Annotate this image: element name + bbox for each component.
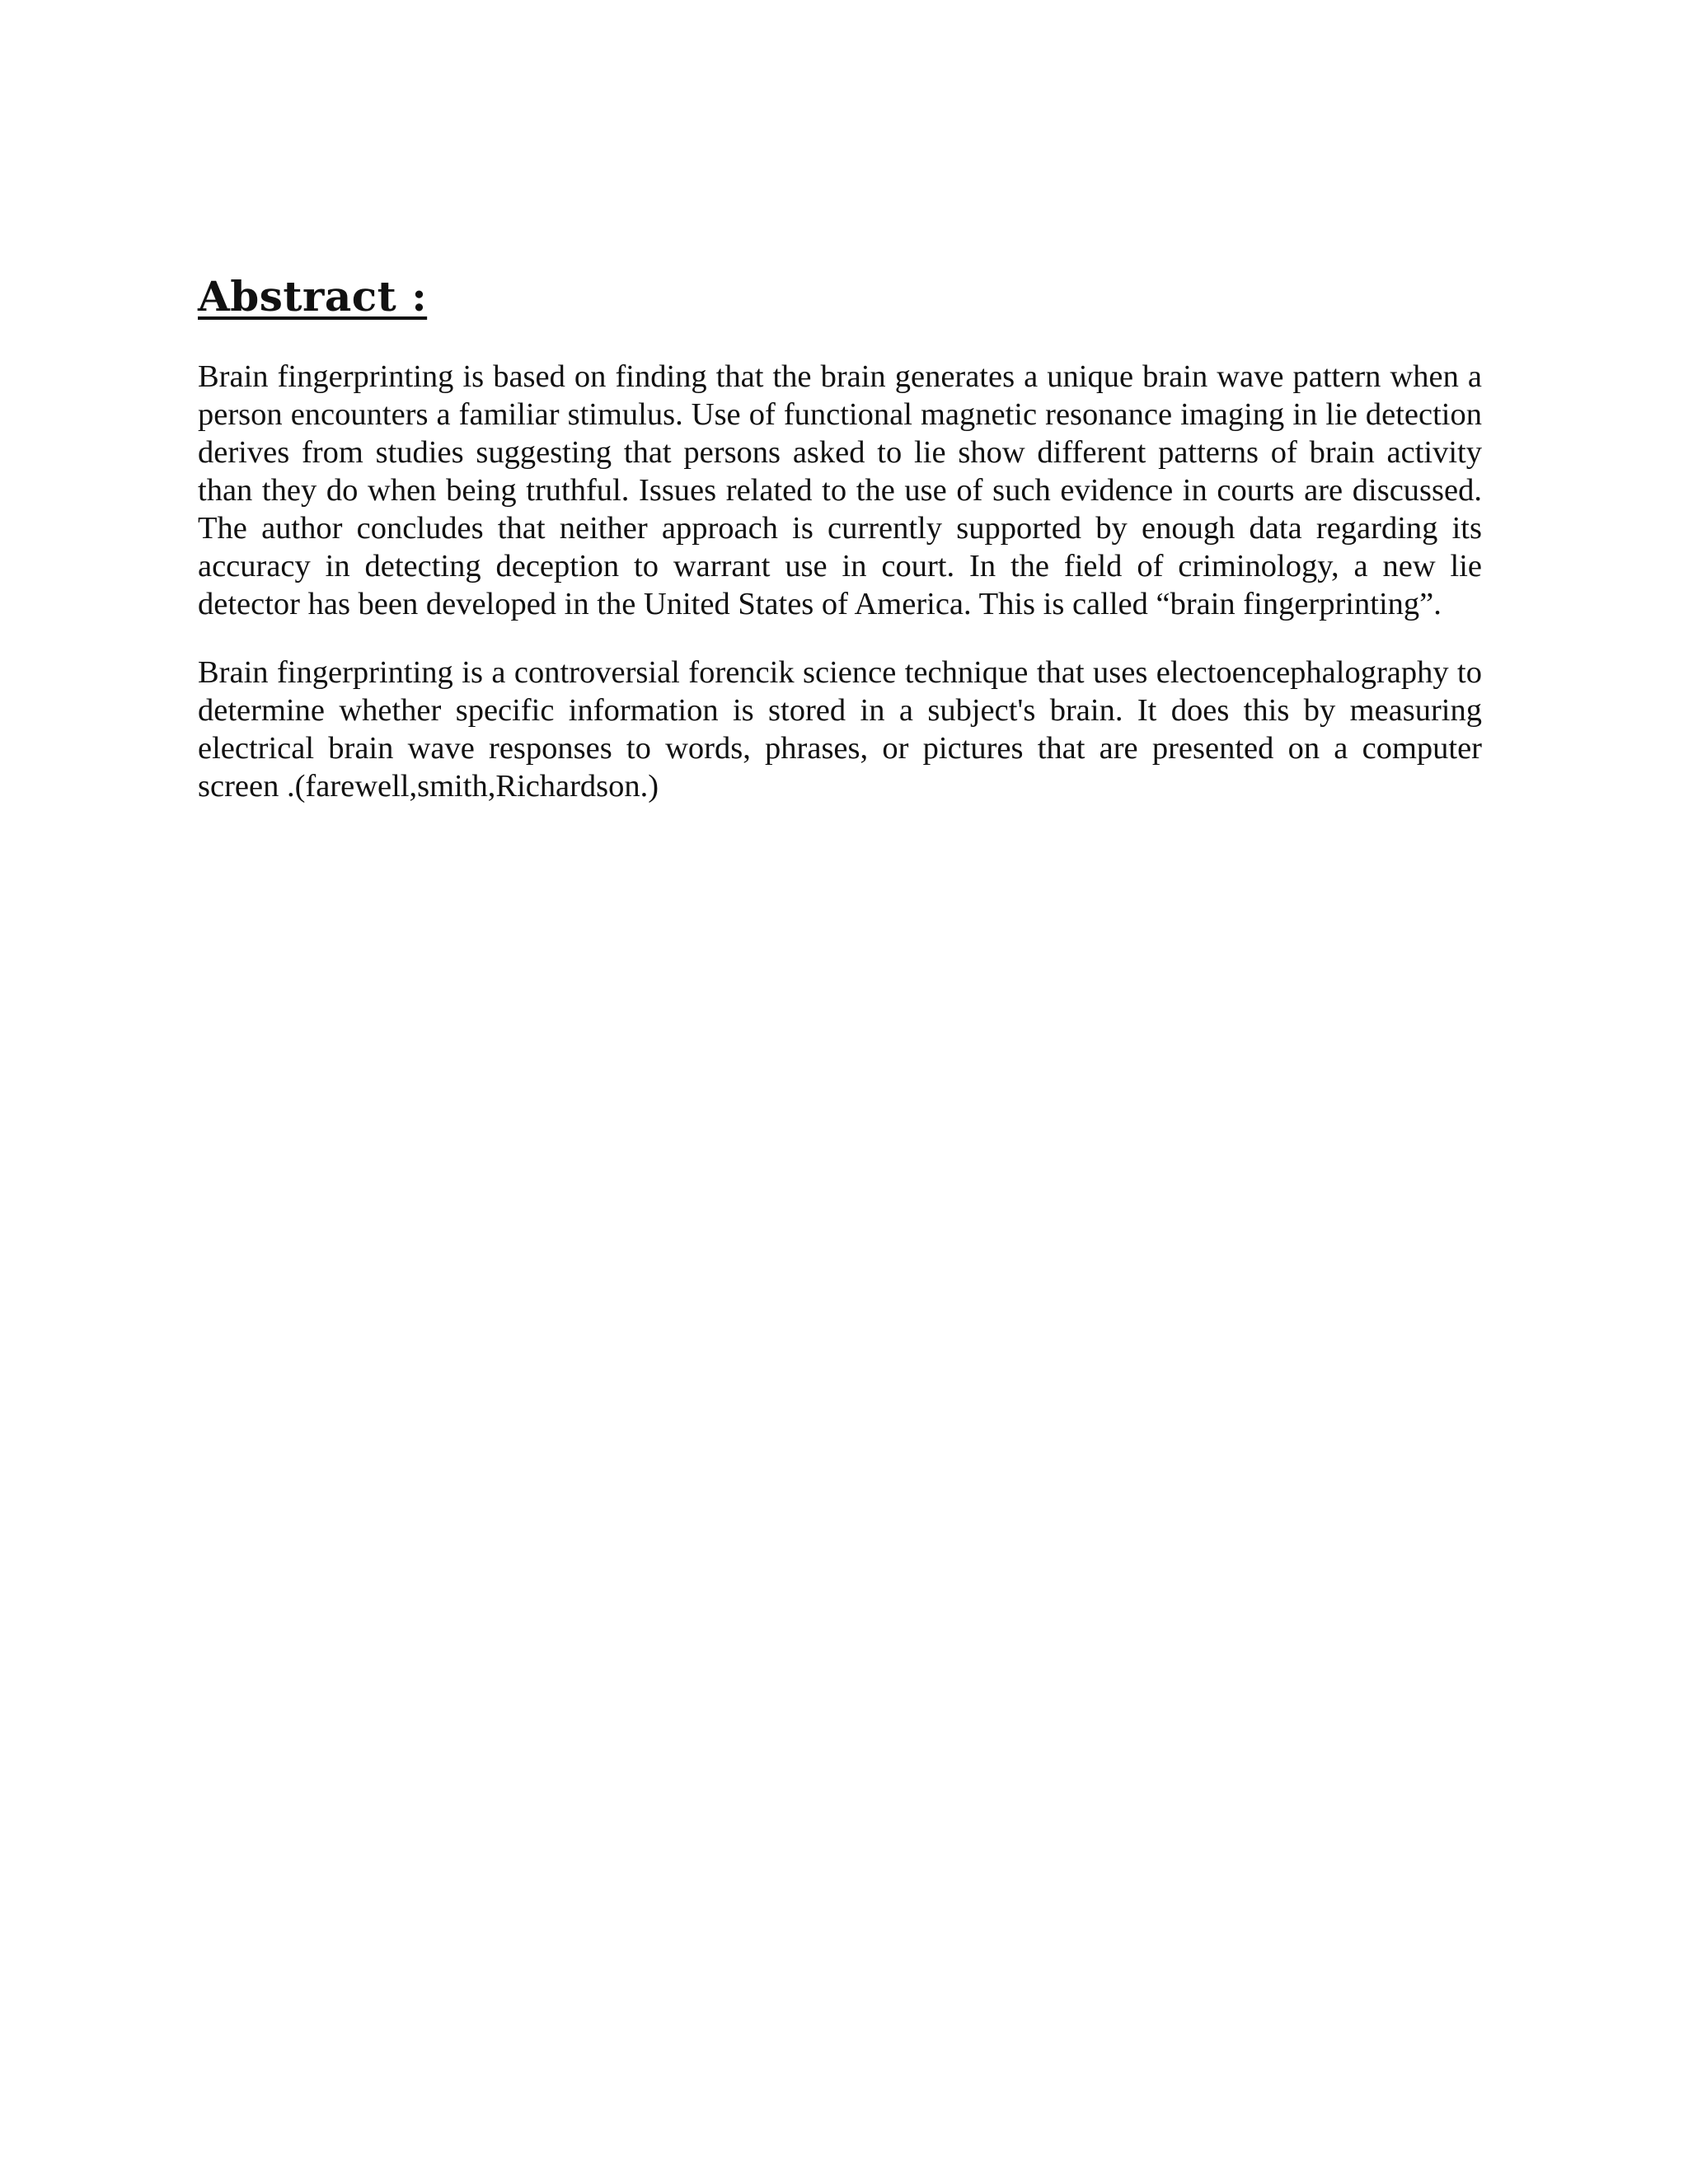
abstract-heading: Abstract : xyxy=(198,272,428,321)
document-body xyxy=(198,272,1482,836)
abstract-paragraph-1: Brain fingerprinting is based on finding that the brain generates a unique brain wave pattern when a person encounters a familiar stimulus. Use of functional magnetic resonance imaging in lie detection derives from studies suggesting that persons asked to lie show different patterns of brain activity than they do when being truthful. Issues related to the use of such evidence in courts are discussed. The author concludes that neither approach is currently supported by enough data regarding its accuracy in detecting deception to warrant use in court. In the field of criminology, a new lie detector has been developed in the United States of America. This is called “brain fingerprinting”. xyxy=(198,359,1482,621)
abstract-paragraph-2: Brain fingerprinting is a controversial forencik science technique that uses electoencephalography to determine whether specific information is stored in a subject's brain. It does this by measuring electrical brain wave responses to words, phrases, or pictures that are presented on a computer screen .(farewell,smith,Richardson.) xyxy=(198,655,1482,804)
